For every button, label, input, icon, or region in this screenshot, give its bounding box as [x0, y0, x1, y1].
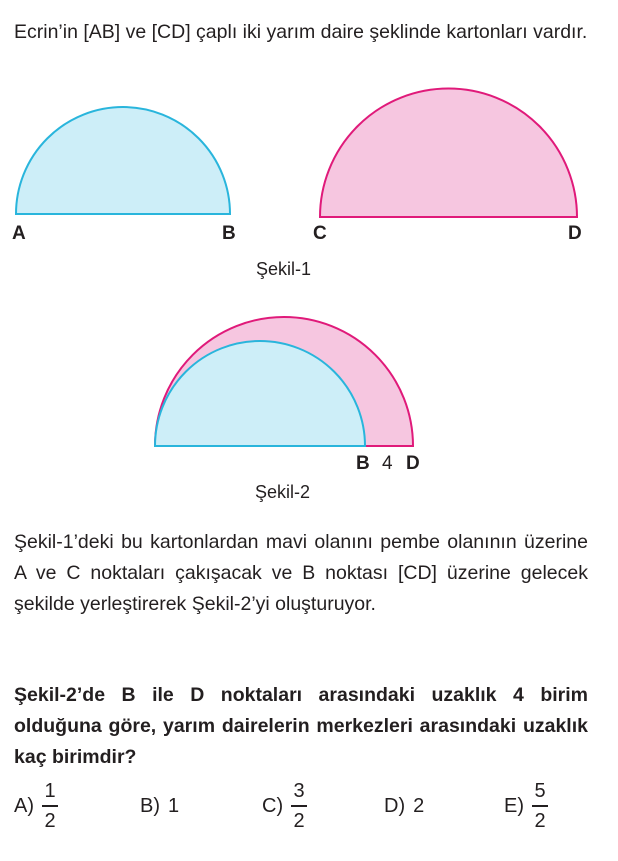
fraction-bar — [532, 805, 548, 807]
option-b-letter: B) — [140, 794, 160, 817]
fig2-label-b: B — [356, 453, 370, 474]
label-c: C — [313, 223, 327, 244]
figure-2-caption: Şekil-2 — [255, 482, 311, 502]
option-c-fraction — [291, 780, 307, 832]
option-c-denominator: 2 — [293, 809, 305, 832]
option-a-numerator: 1 — [44, 780, 56, 803]
description-text: Şekil-1’deki bu kartonlardan mavi olanını pembe olanının üzerine A ve C noktaları çakışacak ve B noktası [CD] üzerine gelecek şekilde yerleştirerek Şekil-2’yi oluşturuyor. — [14, 531, 588, 615]
option-c[interactable] — [262, 778, 307, 834]
option-a-letter: A) — [14, 794, 34, 817]
option-a-fraction — [42, 780, 58, 832]
option-a-denominator: 2 — [44, 809, 56, 832]
option-d-value: 2 — [413, 794, 425, 817]
option-e[interactable] — [504, 778, 548, 834]
option-b-value: 1 — [168, 794, 180, 817]
option-d-letter: D) — [384, 794, 406, 817]
label-a: A — [12, 223, 26, 244]
option-c-letter: C) — [262, 794, 284, 817]
fig2-label-4: 4 — [382, 453, 393, 474]
fraction-bar — [42, 805, 58, 807]
label-b: B — [222, 223, 236, 244]
option-e-numerator: 5 — [534, 780, 546, 803]
option-d[interactable] — [384, 778, 424, 834]
fig2-label-d: D — [406, 453, 420, 474]
option-a[interactable] — [14, 778, 58, 834]
fraction-bar — [291, 805, 307, 807]
intro-text: Ecrin’in [AB] ve [CD] çaplı iki yarım daire şeklinde kartonları vardır. — [14, 21, 588, 43]
option-c-numerator: 3 — [293, 780, 305, 803]
option-e-letter: E) — [504, 794, 524, 817]
option-e-denominator: 2 — [534, 809, 546, 832]
label-d: D — [568, 223, 582, 244]
question-text: Şekil-2’de B ile D noktaları arasındaki uzaklık 4 birim olduğuna göre, yarım dairelerin merkezleri arasındaki uzaklık kaç birimdir? — [14, 684, 588, 768]
figure-1-caption: Şekil-1 — [256, 259, 312, 279]
option-b[interactable] — [140, 778, 179, 834]
option-e-fraction — [532, 780, 548, 832]
